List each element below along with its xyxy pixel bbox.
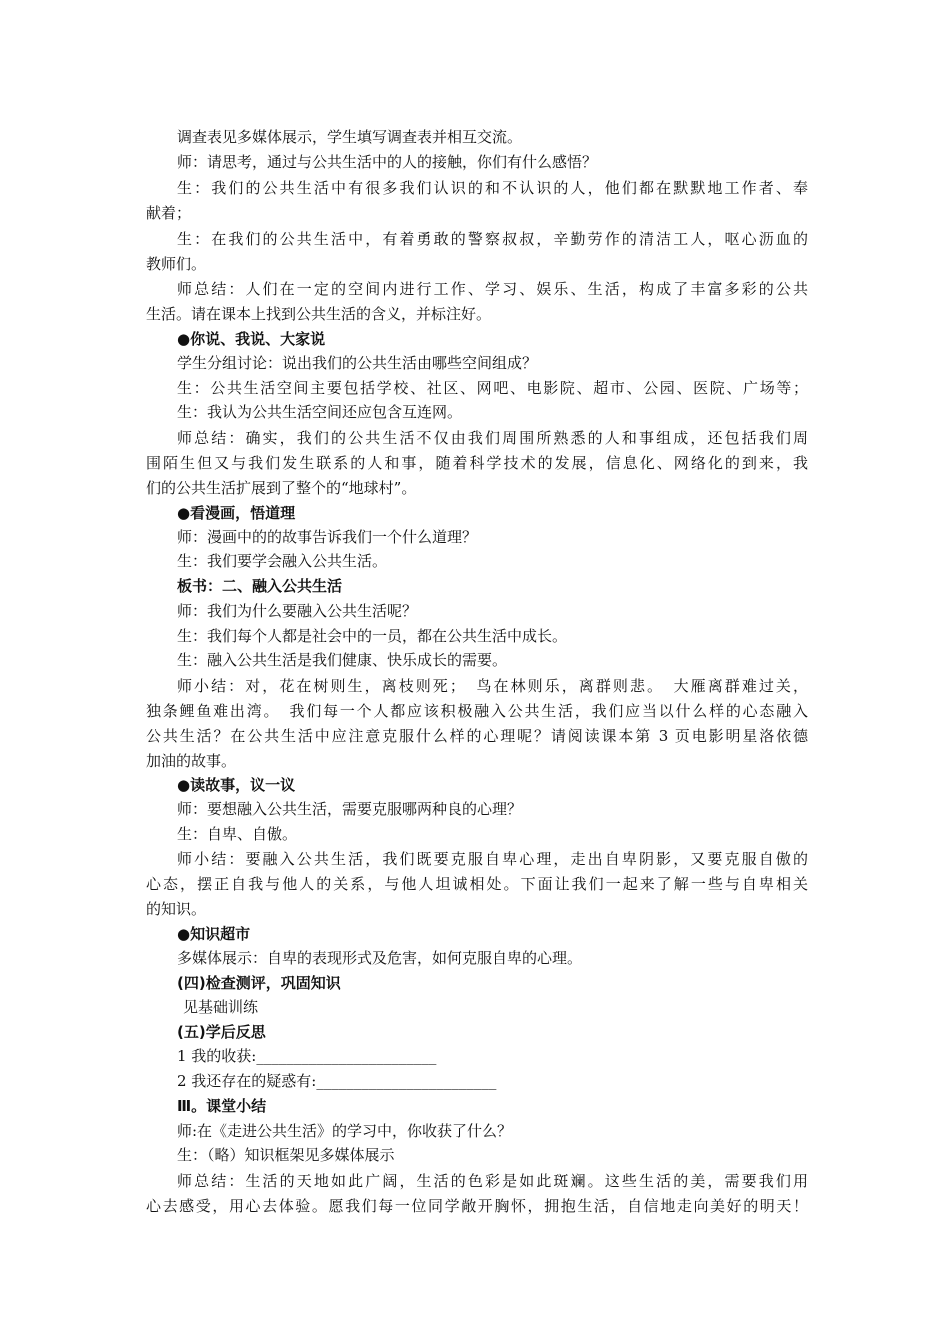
text-line: 生：我们要学会融入公共生活。 <box>177 552 388 570</box>
text-line: 师：我们为什么要融入公共生活呢？ <box>177 602 418 620</box>
text-line: 生：自卑、自傲。 <box>177 825 298 843</box>
text-line: 生：公共生活空间主要包括学校、社区、网吧、电影院、超市、公园、医院、广场等； <box>177 379 808 397</box>
section-heading: (五)学后反思 <box>177 1023 266 1041</box>
text-line: 生：我认为公共生活空间还应包含互连网。 <box>177 403 463 421</box>
text-line: 心去感受，用心去体验。愿我们每一位同学敞开胸怀，拥抱生活，自信地走向美好的明天！ <box>146 1197 808 1215</box>
section-heading: 板书：二、融入公共生活 <box>177 577 343 595</box>
text-line: 师：漫画中的的故事告诉我们一个什么道理？ <box>177 528 478 546</box>
text-line: 2 我还存在的疑惑有:________________________ <box>177 1072 497 1090</box>
text-line: 调查表见多媒体展示，学生填写调查表并相互交流。 <box>177 128 523 146</box>
text-line: 师：请思考，通过与公共生活中的人的接触，你们有什么感悟？ <box>177 153 598 171</box>
text-line: 见基础训练 <box>183 998 259 1016</box>
text-line: 生：融入公共生活是我们健康、快乐成长的需要。 <box>177 651 508 669</box>
text-line: 生活。请在课本上找到公共生活的含义，并标注好。 <box>146 305 492 323</box>
text-line: 加油的故事。 <box>146 752 237 770</box>
section-heading: ●读故事，议一议 <box>177 776 296 794</box>
text-line: 的知识。 <box>146 900 207 918</box>
text-line: 生：我们的公共生活中有很多我们认识的和不认识的人，他们都在默默地工作者、奉 <box>177 179 808 197</box>
text-line: 独条鲤鱼难出湾。 我们每一个人都应该积极融入公共生活，我们应当以什么样的心态融入 <box>146 702 808 720</box>
text-line: 生：我们每个人都是社会中的一员，都在公共生活中成长。 <box>177 627 568 645</box>
text-line: 师总结：确实，我们的公共生活不仅由我们周围所熟悉的人和事组成，还包括我们周 <box>177 429 808 447</box>
section-heading: ●看漫画，悟道理 <box>177 504 296 522</box>
text-line: 师总结：生活的天地如此广阔，生活的色彩是如此斑斓。这些生活的美，需要我们用 <box>177 1172 808 1190</box>
text-line: 师总结：人们在一定的空间内进行工作、学习、娱乐、生活，构成了丰富多彩的公共 <box>177 280 808 298</box>
text-line: 们的公共生活扩展到了整个的“地球村”。 <box>146 479 417 497</box>
text-line: 生：（略）知识框架见多媒体展示 <box>177 1146 395 1164</box>
text-line: 围陌生但又与我们发生联系的人和事，随着科学技术的发展，信息化、网络化的到来，我 <box>146 454 808 472</box>
section-heading: ●知识超市 <box>177 925 251 943</box>
text-line: 多媒体展示：自卑的表现形式及危害，如何克服自卑的心理。 <box>177 949 583 967</box>
text-line: 献着； <box>146 204 192 222</box>
section-heading: (四)检查测评，巩固知识 <box>177 974 341 992</box>
text-line: 生：在我们的公共生活中，有着勇敢的警察叔叔，辛勤劳作的清洁工人，呕心沥血的 <box>177 230 808 248</box>
text-line: 1 我的收获:________________________ <box>177 1047 437 1065</box>
section-heading: ●你说、我说、大家说 <box>177 330 326 348</box>
text-line: 学生分组讨论：说出我们的公共生活由哪些空间组成？ <box>177 354 538 372</box>
text-line: 心态，摆正自我与他人的关系，与他人坦诚相处。下面让我们一起来了解一些与自卑相关 <box>146 875 808 893</box>
text-line: 公共生活？在公共生活中应注意克服什么样的心理呢？请阅读课本第 3 页电影明星洛依德 <box>146 727 808 745</box>
section-heading: Ⅲ。课堂小结 <box>177 1097 267 1115</box>
text-line: 师：要想融入公共生活，需要克服哪两种良的心理？ <box>177 800 523 818</box>
text-line: 教师们。 <box>146 255 207 273</box>
text-line: 师小结：要融入公共生活，我们既要克服自卑心理，走出自卑阴影，又要克服自傲的 <box>177 850 808 868</box>
text-line: 师:在《走进公共生活》的学习中，你收获了什么？ <box>177 1122 513 1140</box>
text-line: 师小结：对，花在树则生，离枝则死； 鸟在林则乐，离群则悲。 大雁离群难过关， <box>177 677 808 695</box>
